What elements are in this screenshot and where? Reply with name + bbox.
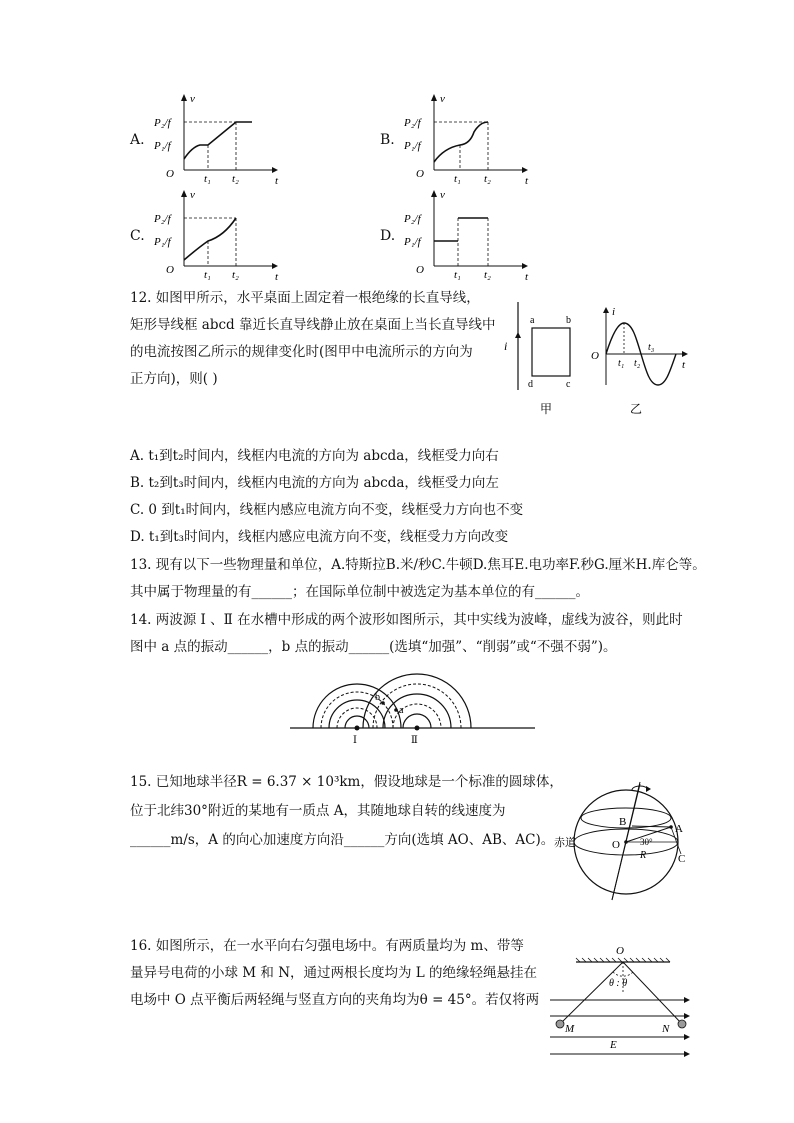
q16-line-3: 电场中 O 点平衡后两轻绳与竖直方向的夹角均为θ = 45°。若仅将两 [130,992,540,1008]
source-2-label: Ⅱ [411,735,418,746]
axis-v-label: v [440,93,445,105]
axis-v-label: v [190,93,195,105]
q12-option-a: A. t₁到t₂时间内，线框内电流的方向为 abcda，线框受力向右 [130,448,499,464]
axis-t-label: t [275,271,279,283]
q14-line-1: 14. 两波源 Ⅰ 、Ⅱ 在水槽中形成的两个波形如图所示，其中实线为波峰，虚线为波谷，则此时 [130,612,683,628]
origin-label: O [416,264,424,276]
q15-line-1: 15. 已知地球半径R = 6.37 × 10³km，假设地球是一个标准的圆球体， [130,774,563,790]
origin-label: O [416,168,424,180]
p1-label: P₁/f [404,140,421,152]
point-c-label: C [678,853,686,865]
wire-loop [532,328,570,376]
t1-label: t₁ [454,173,461,185]
origin-label: O [591,350,599,362]
q16-line-1: 16. 如图所示，在一水平向右匀强电场中。有两质量均为 m、带等 [130,938,524,954]
equator-label: 赤道 [554,837,576,849]
ball-m-label: M [565,1023,575,1035]
q15-line-3: ______m/s，A 的向心加速度方向沿______方向(选填 AO、AB、AC)。 [130,832,555,848]
t2-label: t₂ [232,173,239,185]
p2-label: P₂/f [154,117,171,129]
t3-label: t₃ [648,342,655,353]
option-c-label: C. [130,228,145,244]
point-a-label: a [399,705,404,716]
source-1-label: Ⅰ [353,735,357,746]
t2-label: t₂ [484,173,491,185]
current-label: i [504,339,508,353]
corner-b: b [566,315,571,326]
p2-label: P₂/f [404,117,421,129]
graph-b [404,92,530,187]
option-d-label: D. [380,228,396,244]
caption-jia: 甲 [540,402,553,416]
time-axis-label: t [682,359,686,371]
q14-line-2: 图中 a 点的振动______，b 点的振动______(选填“加强”、“削弱”或“不强不弱”)。 [130,639,617,655]
option-a-label: A. [130,132,145,148]
radius-label: R [640,850,647,861]
q16-line-2: 量异号电荷的小球 M 和 N，通过两根长度均为 L 的绝缘轻绳悬挂在 [130,965,538,981]
current-axis-label: i [612,306,616,318]
axis-v-label: v [190,189,195,201]
p1-label: P₁/f [154,140,171,152]
ball-n-label: N [662,1023,670,1035]
corner-a: a [530,315,535,326]
q12-line-4: 正方向)，则( ) [130,371,218,387]
axis-v-label: v [440,189,445,201]
ball-m [556,1020,564,1028]
pivot-o-label: O [616,945,624,957]
field-e-label: E [610,1039,617,1051]
axis-t-label: t [525,271,529,283]
q12-option-b: B. t₂到t₃时间内，线框内电流的方向为 abcda，线框受力向左 [130,475,499,491]
origin-label: O [166,168,174,180]
ball-n [678,1020,686,1028]
q13-line-1: 13. 现有以下一些物理量和单位，A.特斯拉B.米/秒C.牛顿D.焦耳E.电功率F.秒G.厘米H.库仑等。 [130,557,706,573]
q12-line-3: 的电流按图乙所示的规律变化时(图甲中电流所示的方向为 [130,344,473,360]
q12-option-c: C. 0 到t₁时间内，线框内感应电流方向不变，线框受力方向也不变 [130,502,524,518]
q16-field-figure [548,942,693,1060]
q13-line-2: 其中属于物理量的有______；在国际单位制中被选定为基本单位的有______。 [130,584,589,600]
t1-label: t₁ [204,173,211,185]
q15-line-2: 位于北纬30°附近的某地有一质点 A，其随地球自转的线速度为 [130,803,506,819]
theta-label: θ : θ [609,978,628,989]
point-b-label: b [375,692,380,703]
p2-label: P₂/f [404,213,421,225]
graph-c [154,188,280,283]
graph-a [154,92,280,187]
q12-figure-jia [500,300,590,420]
p1-label: P₁/f [404,236,421,248]
p2-label: P₂/f [154,213,171,225]
caption-yi: 乙 [630,402,643,416]
corner-c: c [566,379,571,390]
corner-d: d [528,379,533,390]
q12-option-d: D. t₁到t₃时间内，线框内感应电流方向不变，线框受力方向改变 [130,529,509,545]
graph-d [404,188,530,283]
t1-label: t₁ [618,358,625,369]
q12-line-1: 12. 如图甲所示，水平桌面上固定着一根绝缘的长直导线， [130,290,480,306]
q12-figure-yi [588,305,698,420]
t1-label: t₁ [204,269,211,281]
axis-t-label: t [525,175,529,187]
t2-label: t₂ [484,269,491,281]
p1-label: P₁/f [154,236,171,248]
t2-label: t₂ [634,358,641,369]
q12-line-2: 矩形导线框 abcd 靠近长直导线静止放在桌面上当长直导线中 [130,317,496,333]
q15-earth-figure [548,782,703,902]
point-a-label: A [675,823,683,835]
axis-t-label: t [275,175,279,187]
t2-label: t₂ [232,269,239,281]
option-b-label: B. [380,132,395,148]
angle-label: 30° [640,837,653,847]
origin-label: O [166,264,174,276]
q14-wave-figure [290,665,535,745]
point-b-label: B [619,816,627,828]
point-o-label: O [612,839,620,851]
t1-label: t₁ [454,269,461,281]
